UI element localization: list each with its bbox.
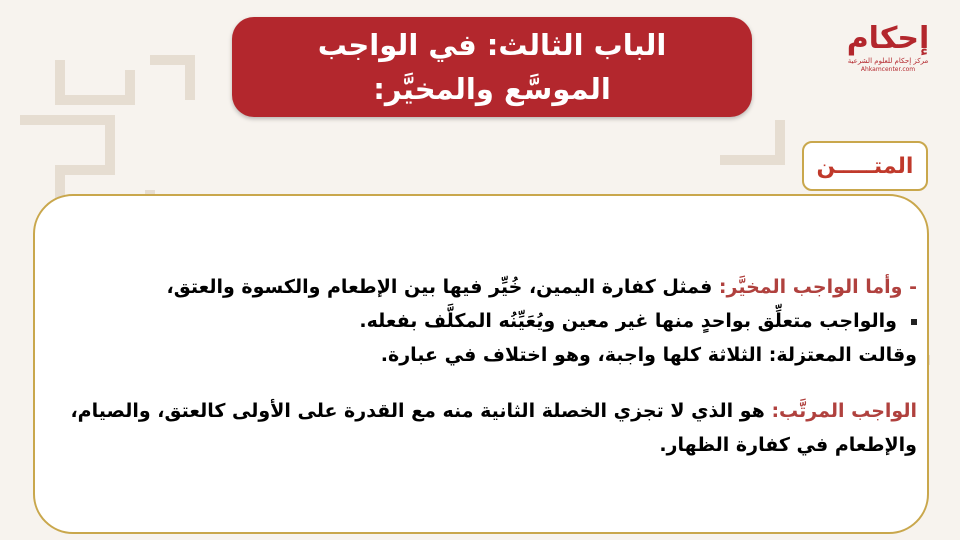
chapter-title-banner: [232, 17, 752, 117]
paragraph-mutazila: [381, 342, 917, 368]
paragraph-mukhayyar: [167, 274, 917, 300]
matn-tab-label: المتـــــن: [802, 141, 928, 191]
paragraph-murattab-cont: [659, 432, 917, 458]
murattab-definition: هو الذي لا تجزي الخصلة الثانية منه مع القدرة على الأولى كالعتق، والصيام،: [70, 400, 772, 422]
logo-url: Ahkamcenter.com: [860, 66, 916, 73]
chapter-title-line-1: الباب الثالث: في الواجب: [317, 28, 667, 62]
chapter-title-line-2: الموسَّع والمخيَّر:: [373, 72, 611, 106]
text-content-box: [33, 194, 929, 534]
mukhayyar-definition: فمثل كفارة اليمين، خُيِّر فيها بين الإطعام والكسوة والعتق،: [166, 276, 719, 298]
logo-wordmark: إحكام: [846, 21, 930, 56]
term-murattab: الواجب المرتَّب:: [771, 400, 917, 422]
logo-subtitle: مركز إحكام للعلوم الشرعية: [847, 57, 929, 65]
bullet-text: والواجب متعلِّق بواحدٍ منها غير معين ويُعَيِّنُه المكلَّف بفعله.: [359, 310, 897, 332]
bullet-icon: [911, 319, 917, 325]
term-mukhayyar: - وأما الواجب المخيَّر:: [718, 276, 917, 298]
murattab-continuation: والإطعام في كفارة الظهار.: [659, 434, 917, 456]
bullet-item: [359, 308, 917, 334]
ahkam-logo: [846, 22, 930, 96]
mutazila-text: وقالت المعتزلة: الثلاثة كلها واجبة، وهو اختلاف في عبارة.: [380, 344, 917, 366]
paragraph-murattab: [70, 398, 917, 424]
